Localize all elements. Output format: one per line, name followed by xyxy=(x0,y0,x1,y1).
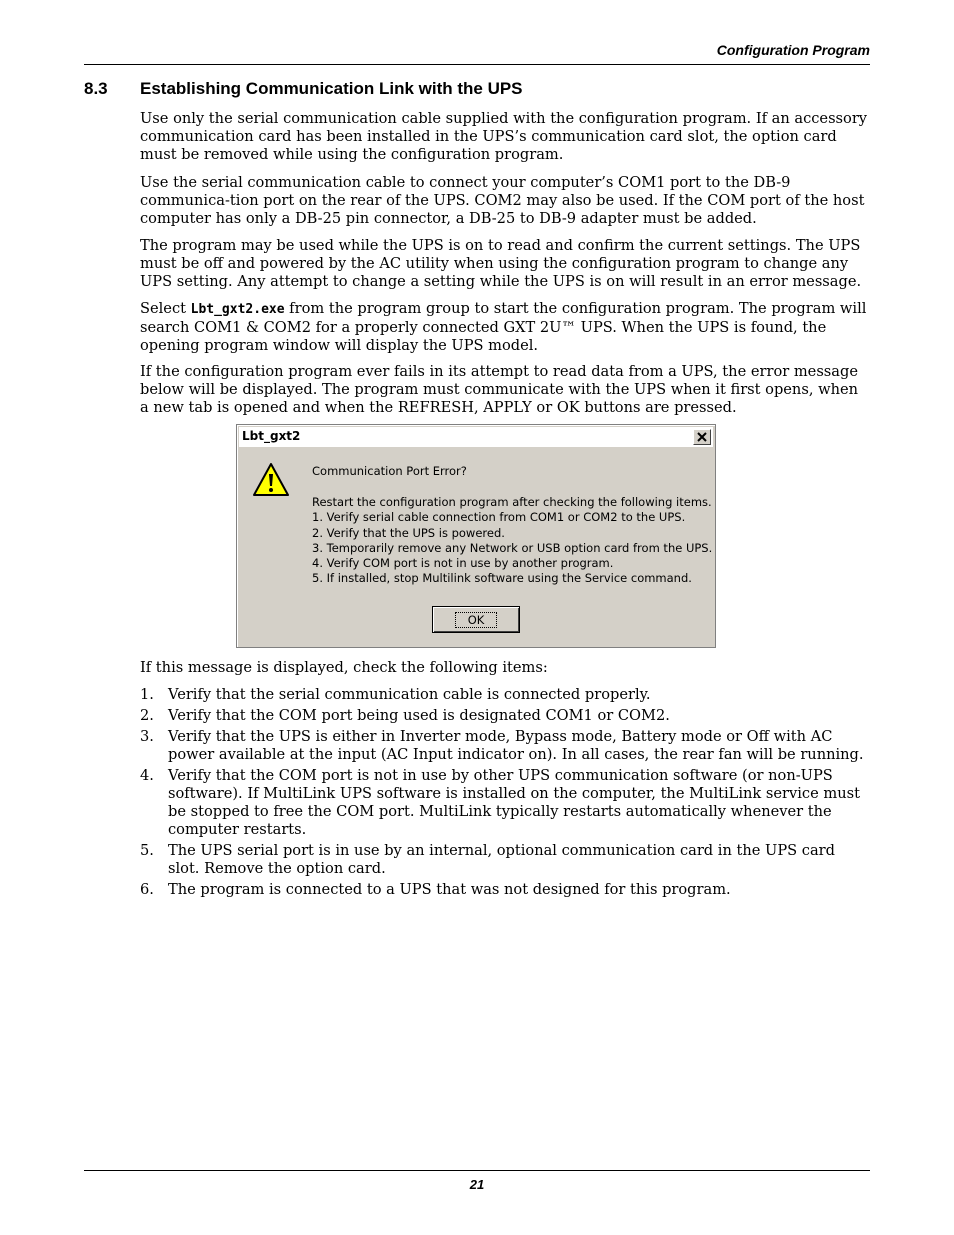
item-number: 5. xyxy=(140,842,154,859)
list-item xyxy=(140,728,870,764)
item-text: Verify that the COM port being used is designated COM1 or COM2. xyxy=(168,707,670,724)
section-title: Establishing Communication Link with the UPS xyxy=(140,79,523,98)
list-item xyxy=(140,842,870,878)
header-rule xyxy=(84,64,870,65)
item-number: 4. xyxy=(140,767,154,784)
item-number: 6. xyxy=(140,881,154,898)
dialog-title: Lbt_gxt2 xyxy=(242,429,301,443)
running-header: Configuration Program xyxy=(716,42,870,58)
item-number: 1. xyxy=(140,686,154,703)
dialog-line: 4. Verify COM port is not in use by another program. xyxy=(312,556,614,571)
section-number: 8.3 xyxy=(84,79,108,98)
dialog-line: Restart the configuration program after checking the following items. xyxy=(312,495,712,509)
paragraph-4-lead: Select xyxy=(140,300,191,317)
item-text: The program is connected to a UPS that was not designed for this program. xyxy=(168,881,731,898)
program-filename: Lbt_gxt2.exe xyxy=(190,302,285,317)
paragraph-3: The program may be used while the UPS is on to read and confirm the current settings. The UPS must be off and powered by the AC utility when using the configuration program to change any UPS setting. Any attempt to change a setting while the UPS is on will result in an error message. xyxy=(140,237,862,290)
paragraph-1: Use only the serial communication cable supplied with the configuration program. If an accessory communication card has been installed in the UPS’s communication card slot, the option card must be removed while using the configuration program. xyxy=(140,110,868,163)
list-item xyxy=(140,707,870,725)
paragraph-4 xyxy=(140,300,870,355)
dialog-line: 5. If installed, stop Multilink software using the Service command. xyxy=(312,571,692,586)
dialog-message xyxy=(312,495,712,587)
dialog-heading: Communication Port Error? xyxy=(312,464,467,478)
footer-rule xyxy=(84,1170,870,1171)
item-number: 3. xyxy=(140,728,154,745)
item-number: 2. xyxy=(140,707,154,724)
error-dialog xyxy=(236,424,716,648)
dialog-titlebar xyxy=(239,427,713,447)
list-item xyxy=(140,767,870,839)
close-button[interactable] xyxy=(693,429,711,445)
item-text: Verify that the COM port is not in use by other UPS communication software (or non-UPS software). If MultiLink UPS software is installed on the computer, the MultiLink service must be stopped to free the COM port. MultiLink typically restarts automatically whenever the computer restarts. xyxy=(168,767,860,838)
warning-icon xyxy=(252,462,290,498)
close-icon xyxy=(697,432,707,442)
paragraph-4-rest: from the program group to start the configuration program. The program will search COM1 & COM2 for a properly connected GXT 2U™ UPS. When the UPS is found, the opening program window will display the UPS model. xyxy=(140,300,867,354)
paragraph-5: If the configuration program ever fails in its attempt to read data from a UPS, the error message below will be displayed. The program must communicate with the UPS when it first opens, when a new tab is opened and when the REFRESH, APPLY or OK buttons are pressed. xyxy=(140,363,859,416)
ok-button[interactable] xyxy=(432,606,520,633)
checklist xyxy=(140,686,870,902)
section-heading xyxy=(84,79,523,99)
list-item xyxy=(140,881,870,899)
paragraph-6: If this message is displayed, check the following items: xyxy=(140,659,548,676)
item-text: Verify that the UPS is either in Inverter mode, Bypass mode, Battery mode or Off with AC power available at the input (AC Input indicator on). In all cases, the rear fan will be running. xyxy=(168,728,864,763)
dialog-line: 2. Verify that the UPS is powered. xyxy=(312,525,505,540)
page-number: 21 xyxy=(469,1177,485,1192)
item-text: Verify that the serial communication cable is connected properly. xyxy=(168,686,651,703)
dialog-line: 3. Temporarily remove any Network or USB option card from the UPS. xyxy=(312,540,713,555)
list-item xyxy=(140,686,870,704)
paragraph-2: Use the serial communication cable to connect your computer’s COM1 port to the DB-9 communica-tion port on the rear of the UPS. COM2 may also be used. If the COM port of the host computer has only a DB-25 pin connector, a DB-25 to DB-9 adapter must be added. xyxy=(140,174,865,227)
dialog-line: 1. Verify serial cable connection from COM1 or COM2 to the UPS. xyxy=(312,510,686,525)
item-text: The UPS serial port is in use by an internal, optional communication card in the UPS card slot. Remove the option card. xyxy=(168,842,835,877)
ok-button-label: OK xyxy=(455,612,498,628)
